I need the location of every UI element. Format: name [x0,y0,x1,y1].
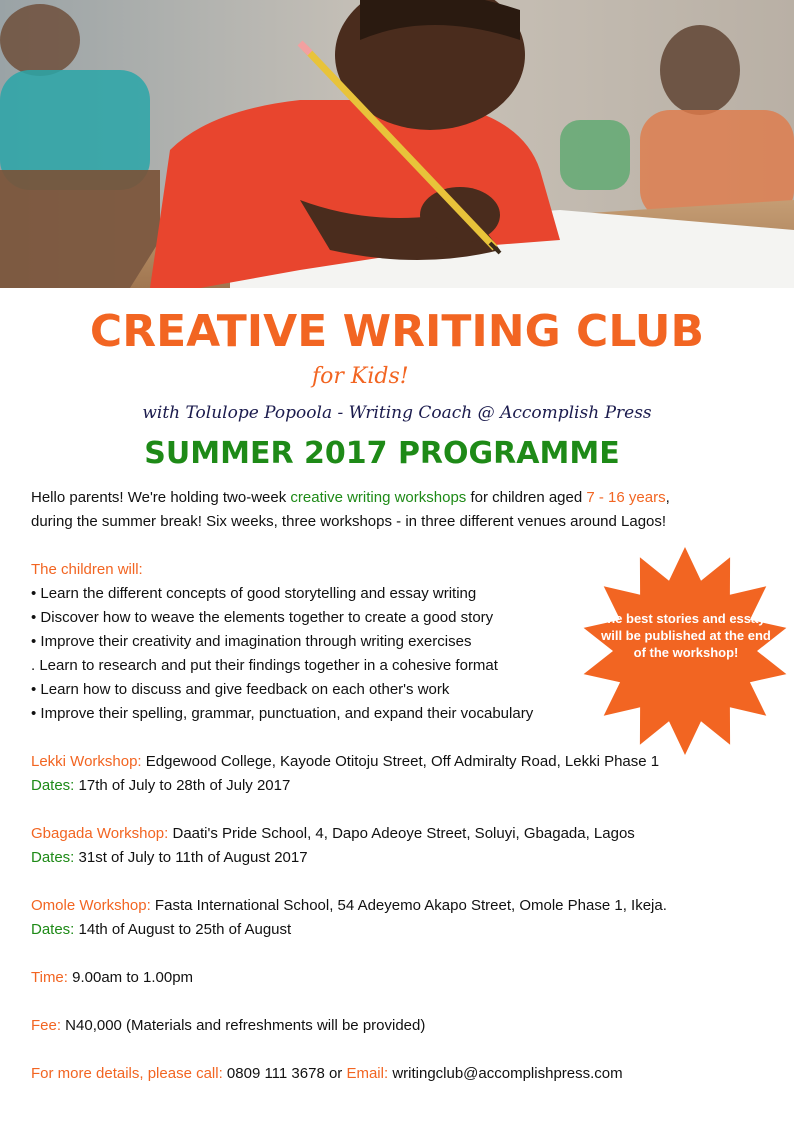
time-label: Time: [31,969,68,986]
programme-heading: SUMMER 2017 PROGRAMME [144,436,620,471]
intro-text: , [665,489,670,506]
intro-text: Hello parents! We're holding two-week [31,489,291,506]
dates-value: 31st of July to 11th of August 2017 [74,849,308,866]
contact-phone[interactable]: 0809 111 3678 or [222,1065,347,1082]
byline: with Tolulope Popoola - Writing Coach @ Accomplish Press [142,403,652,423]
contact-line [31,1062,781,1086]
list-item: • Improve their spelling, grammar, punctuation, and expand their vocabulary [31,705,534,722]
fee-line [31,1014,781,1038]
workshop-omole-venue [31,894,781,918]
time-line [31,966,781,990]
callout-text: The best stories and essays will be published at the end of the workshop! [599,611,773,660]
dates-label: Dates: [31,921,75,938]
time-value: 9.00am to 1.00pm [67,969,194,986]
workshop-venue: Daati's Pride School, 4, Dapo Adeoye Street, Soluyi, Gbagada, Lagos [168,825,635,842]
workshop-label: Omole Workshop: [31,897,151,914]
list-item: • Discover how to weave the elements together to create a good story [31,609,494,626]
hero-photo [0,0,794,288]
workshop-gbagada-dates [31,846,781,870]
page-title: CREATIVE WRITING CLUB [89,306,705,357]
dates-label: Dates: [31,777,75,794]
contact-email-label: Email: [346,1065,389,1082]
intro-paragraph [31,486,781,534]
workshop-label: Lekki Workshop: [31,753,142,770]
list-item: • Improve their creativity and imagination through writing exercises [31,633,472,650]
workshop-lekki-dates [31,774,781,798]
workshop-omole-dates [31,918,781,942]
list-item: • Learn the different concepts of good storytelling and essay writing [31,585,477,602]
workshop-venue: Fasta International School, 54 Adeyemo Akapo Street, Omole Phase 1, Ikeja. [150,897,667,914]
fee-value: N40,000 (Materials and refreshments will be provided) [61,1017,426,1034]
list-item: . Learn to research and put their findings together in a cohesive format [31,657,498,674]
subtitle: for Kids! [312,364,409,389]
intro-highlight-ages: 7 - 16 years [586,489,666,506]
workshop-gbagada-venue [31,822,781,846]
contact-call-label: For more details, please call: [31,1065,223,1082]
dates-label: Dates: [31,849,75,866]
dates-value: 17th of July to 28th of July 2017 [74,777,291,794]
workshop-label: Gbagada Workshop: [31,825,169,842]
fee-label: Fee: [31,1017,62,1034]
hero-illustration [0,0,794,288]
intro-text: for children aged [466,489,587,506]
contact-email[interactable]: writingclub@accomplishpress.com [388,1065,623,1082]
workshop-venue: Edgewood College, Kayode Otitoju Street, Off Admiralty Road, Lekki Phase 1 [141,753,660,770]
intro-line-2: during the summer break! Six weeks, three workshops - in three different venues around Lagos! [31,513,667,530]
children-heading: The children will: [31,561,143,578]
list-item: • Learn how to discuss and give feedback on each other's work [31,681,450,698]
dates-value: 14th of August to 25th of August [74,921,292,938]
intro-highlight-workshops: creative writing workshops [290,489,467,506]
